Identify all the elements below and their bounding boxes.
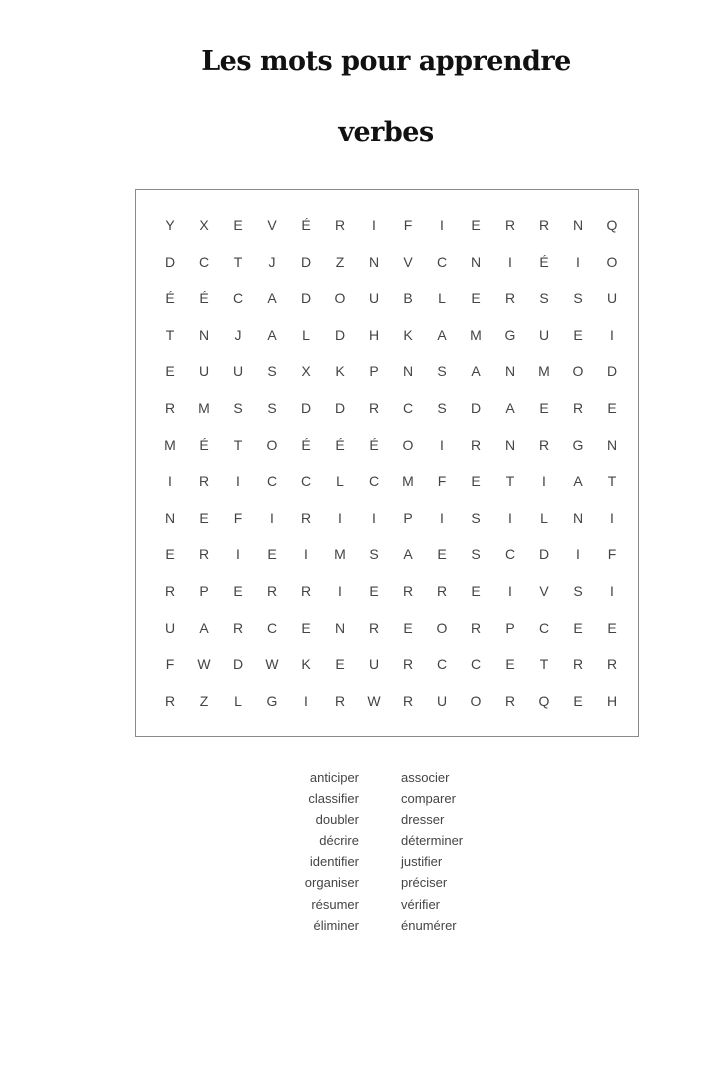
grid-letter[interactable]: E (471, 217, 481, 233)
grid-letter[interactable]: P (403, 509, 413, 526)
grid-letter[interactable]: C (470, 656, 482, 673)
grid-letter[interactable]: O (266, 436, 278, 453)
grid-letter[interactable]: C (436, 253, 448, 270)
grid-letter[interactable]: D (300, 290, 312, 307)
grid-letter[interactable]: E (539, 399, 549, 416)
grid-letter[interactable]: R (300, 509, 312, 526)
grid-letter[interactable]: R (164, 692, 176, 709)
grid-letter[interactable]: H (606, 692, 618, 709)
grid-letter[interactable]: E (471, 290, 481, 307)
grid-letter[interactable]: P (505, 619, 515, 636)
grid-letter[interactable]: R (470, 436, 482, 453)
grid-letter[interactable]: I (576, 253, 580, 270)
page-subtitle: verbes (338, 117, 434, 148)
grid-letter[interactable]: X (199, 217, 209, 233)
grid-letter[interactable]: R (504, 290, 516, 307)
word-list-item: associer (401, 770, 450, 785)
grid-letter[interactable]: C (402, 399, 414, 416)
grid-letter[interactable]: I (508, 509, 512, 526)
grid-letter[interactable]: A (267, 290, 277, 307)
grid-letter[interactable]: L (438, 290, 446, 307)
grid-letter[interactable]: R (402, 656, 414, 673)
grid-letter[interactable]: E (199, 509, 209, 526)
word-list-left (305, 767, 359, 936)
grid-letter[interactable]: E (403, 619, 413, 636)
grid-letter[interactable]: D (334, 326, 346, 343)
grid-letter[interactable]: S (267, 399, 277, 416)
grid-letter[interactable]: I (372, 217, 376, 233)
grid-letter[interactable]: R (334, 692, 346, 709)
grid-letter[interactable]: É (335, 436, 345, 453)
grid-letter[interactable]: J (234, 326, 242, 343)
grid-letter[interactable]: R (368, 399, 380, 416)
word-list-item: décrire (319, 833, 359, 849)
grid-letter[interactable]: T (233, 436, 243, 453)
grid-letter[interactable]: D (606, 363, 618, 380)
grid-letter[interactable]: D (334, 399, 346, 416)
grid-letter[interactable]: N (470, 253, 482, 270)
grid-letter[interactable]: E (301, 619, 311, 636)
grid-letter[interactable]: N (504, 363, 516, 380)
grid-letter[interactable]: T (539, 656, 549, 673)
grid-letter[interactable]: X (301, 363, 311, 380)
grid-letter[interactable]: I (440, 509, 444, 526)
grid-letter[interactable]: U (436, 692, 448, 709)
grid-letter[interactable]: R (198, 473, 210, 490)
grid-letter[interactable]: I (542, 473, 546, 490)
grid-letter[interactable]: D (300, 253, 312, 270)
grid-letter[interactable]: B (403, 290, 413, 307)
grid-letter[interactable]: L (302, 326, 310, 343)
grid-letter[interactable]: A (505, 399, 515, 416)
grid-letter[interactable]: I (440, 436, 444, 453)
grid-letter[interactable]: É (301, 436, 311, 453)
grid-letter[interactable]: S (233, 399, 243, 416)
grid-letter[interactable]: L (234, 692, 242, 709)
grid-letter[interactable]: U (606, 290, 618, 307)
letter-grid (153, 207, 629, 719)
grid-letter[interactable]: O (402, 436, 414, 453)
grid-letter[interactable]: G (266, 692, 278, 709)
grid-letter[interactable]: A (267, 326, 277, 343)
grid-letter[interactable]: C (198, 253, 210, 270)
word-list-item: préciser (401, 875, 448, 891)
grid-letter[interactable]: A (437, 326, 447, 343)
grid-letter[interactable]: I (338, 582, 342, 599)
grid-letter[interactable]: S (539, 290, 549, 307)
grid-letter[interactable]: R (538, 436, 550, 453)
grid-letter[interactable]: R (334, 217, 346, 233)
grid-letter[interactable]: T (505, 473, 515, 490)
grid-letter[interactable]: U (368, 290, 380, 307)
grid-letter[interactable]: D (164, 253, 176, 270)
word-list-item: énumérer (401, 917, 457, 933)
word-list-item: résumer (311, 896, 359, 912)
grid-letter[interactable]: D (300, 399, 312, 416)
grid-letter[interactable]: D (470, 399, 482, 416)
grid-letter[interactable]: W (367, 692, 381, 709)
grid-letter[interactable]: I (610, 326, 614, 343)
grid-letter[interactable]: S (573, 290, 583, 307)
grid-letter[interactable]: E (233, 582, 243, 599)
grid-letter[interactable]: R (572, 656, 584, 673)
grid-letter[interactable]: O (470, 692, 482, 709)
grid-letter[interactable]: Z (199, 692, 209, 709)
grid-letter[interactable]: S (437, 363, 447, 380)
grid-letter[interactable]: R (198, 546, 210, 563)
grid-letter[interactable]: U (368, 656, 380, 673)
grid-letter[interactable]: E (471, 582, 481, 599)
grid-letter[interactable]: Q (538, 692, 550, 709)
grid-letter[interactable]: M (198, 399, 210, 416)
grid-letter[interactable]: N (572, 217, 584, 233)
grid-letter[interactable]: U (538, 326, 550, 343)
grid-letter[interactable]: L (336, 473, 344, 490)
grid-letter[interactable]: R (538, 217, 550, 233)
grid-letter[interactable]: N (402, 363, 414, 380)
grid-letter[interactable]: R (368, 619, 380, 636)
grid-letter[interactable]: O (436, 619, 448, 636)
grid-letter[interactable]: O (334, 290, 346, 307)
grid-letter[interactable]: O (606, 253, 618, 270)
word-list-item: dresser (401, 812, 445, 828)
grid-letter[interactable]: F (233, 509, 243, 526)
grid-letter[interactable]: I (610, 582, 614, 599)
grid-letter[interactable]: N (572, 509, 584, 526)
word-list-item: déterminer (401, 833, 464, 849)
grid-letter[interactable]: O (572, 363, 584, 380)
grid-letter[interactable]: R (470, 619, 482, 636)
grid-letter[interactable]: F (165, 656, 175, 673)
grid-letter[interactable]: R (606, 656, 618, 673)
grid-letter[interactable]: C (266, 619, 278, 636)
grid-letter[interactable]: R (300, 582, 312, 599)
grid-letter[interactable]: W (265, 656, 279, 673)
word-list-item: organiser (304, 875, 359, 891)
grid-letter[interactable]: E (437, 546, 447, 563)
grid-letter[interactable]: S (573, 582, 583, 599)
grid-letter[interactable]: G (504, 326, 516, 343)
grid-letter[interactable]: S (267, 363, 277, 380)
grid-letter[interactable]: É (369, 436, 379, 453)
grid-letter[interactable]: É (165, 290, 175, 307)
grid-letter[interactable]: H (368, 326, 380, 343)
grid-letter[interactable]: N (334, 619, 346, 636)
grid-letter[interactable]: A (403, 546, 413, 563)
grid-letter[interactable]: C (538, 619, 550, 636)
grid-letter[interactable]: C (300, 473, 312, 490)
word-list-item: anticiper (309, 770, 359, 785)
grid-letter[interactable]: E (573, 692, 583, 709)
grid-letter[interactable]: K (403, 326, 413, 343)
grid-letter[interactable]: I (440, 217, 444, 233)
grid-letter[interactable]: V (267, 217, 277, 233)
grid-letter[interactable]: R (266, 582, 278, 599)
grid-letter[interactable]: T (607, 473, 617, 490)
grid-letter[interactable]: E (573, 619, 583, 636)
grid-letter[interactable]: S (471, 546, 481, 563)
grid-letter[interactable]: E (335, 656, 345, 673)
grid-letter[interactable]: I (508, 582, 512, 599)
grid-letter[interactable]: R (402, 692, 414, 709)
grid-letter[interactable]: R (402, 582, 414, 599)
word-list-right (401, 767, 463, 936)
grid-letter[interactable]: I (236, 473, 240, 490)
grid-letter[interactable]: V (403, 253, 413, 270)
grid-letter[interactable]: N (606, 436, 618, 453)
grid-letter[interactable]: S (369, 546, 379, 563)
grid-letter[interactable]: E (607, 399, 617, 416)
grid-letter[interactable]: U (164, 619, 176, 636)
grid-letter[interactable]: M (538, 363, 550, 380)
grid-letter[interactable]: I (168, 473, 172, 490)
grid-letter[interactable]: E (267, 546, 277, 563)
grid-letter[interactable]: E (471, 473, 481, 490)
grid-letter[interactable]: A (199, 619, 209, 636)
grid-letter[interactable]: E (607, 619, 617, 636)
grid-letter[interactable]: I (270, 509, 274, 526)
word-list-item: classifier (308, 791, 359, 807)
grid-letter[interactable]: N (164, 509, 176, 526)
grid-letter[interactable]: T (233, 253, 243, 270)
grid-letter[interactable]: I (508, 253, 512, 270)
grid-letter[interactable]: M (164, 436, 176, 453)
grid-letter[interactable]: I (372, 509, 376, 526)
grid-letter[interactable]: L (540, 509, 548, 526)
grid-letter[interactable]: C (436, 656, 448, 673)
grid-letter[interactable]: C (368, 473, 380, 490)
grid-letter[interactable]: R (164, 582, 176, 599)
page-title: Les mots pour apprendre (201, 46, 571, 77)
word-list-item: vérifier (401, 896, 441, 912)
grid-letter[interactable]: U (198, 363, 210, 380)
grid-letter[interactable]: C (504, 546, 516, 563)
grid-letter[interactable]: D (538, 546, 550, 563)
grid-letter[interactable]: I (576, 546, 580, 563)
grid-letter[interactable]: K (335, 363, 345, 380)
word-list-item: doubler (315, 812, 359, 828)
grid-letter[interactable]: K (301, 656, 311, 673)
grid-letter[interactable]: M (402, 473, 414, 490)
grid-letter[interactable]: E (505, 656, 515, 673)
grid-letter[interactable]: E (369, 582, 379, 599)
grid-letter[interactable]: É (539, 253, 549, 270)
grid-letter[interactable]: T (165, 326, 175, 343)
word-list-item: justifier (401, 854, 443, 870)
grid-letter[interactable]: G (572, 436, 584, 453)
grid-letter[interactable]: É (301, 217, 311, 233)
grid-letter[interactable]: N (368, 253, 380, 270)
grid-letter[interactable]: É (199, 436, 209, 453)
grid-letter[interactable]: I (610, 509, 614, 526)
grid-letter[interactable]: R (164, 399, 176, 416)
grid-letter[interactable]: F (437, 473, 447, 490)
grid-letter[interactable]: R (572, 399, 584, 416)
grid-letter[interactable]: E (165, 546, 175, 563)
grid-letter[interactable]: P (369, 363, 379, 380)
grid-letter[interactable]: P (199, 582, 209, 599)
grid-letter[interactable]: I (236, 546, 240, 563)
grid-letter[interactable]: F (607, 546, 617, 563)
grid-letter[interactable]: J (268, 253, 276, 270)
grid-letter[interactable]: M (334, 546, 346, 563)
word-search-puzzle (135, 189, 639, 737)
grid-letter[interactable]: R (436, 582, 448, 599)
grid-letter[interactable]: N (504, 436, 516, 453)
grid-letter[interactable]: R (504, 217, 516, 233)
grid-letter[interactable]: Y (165, 217, 175, 233)
grid-letter[interactable]: M (470, 326, 482, 343)
grid-letter[interactable]: V (539, 582, 549, 599)
grid-letter[interactable]: I (304, 546, 308, 563)
grid-letter[interactable]: N (198, 326, 210, 343)
grid-letter[interactable]: C (232, 290, 244, 307)
grid-letter[interactable]: É (199, 290, 209, 307)
grid-letter[interactable]: C (266, 473, 278, 490)
grid-letter[interactable]: D (232, 656, 244, 673)
grid-letter[interactable]: A (471, 363, 481, 380)
grid-letter[interactable]: U (232, 363, 244, 380)
grid-letter[interactable]: F (403, 217, 413, 233)
grid-letter[interactable]: S (437, 399, 447, 416)
grid-letter[interactable]: E (573, 326, 583, 343)
grid-letter[interactable]: Z (335, 253, 345, 270)
word-list-item: identifier (309, 854, 359, 870)
grid-letter[interactable]: E (165, 363, 175, 380)
grid-letter[interactable]: I (304, 692, 308, 709)
grid-letter[interactable]: A (573, 473, 583, 490)
grid-letter[interactable]: R (232, 619, 244, 636)
grid-letter[interactable]: R (504, 692, 516, 709)
grid-letter[interactable]: W (197, 656, 211, 673)
word-list-item: éliminer (313, 917, 359, 933)
grid-letter[interactable]: S (471, 509, 481, 526)
grid-letter[interactable]: Q (606, 217, 618, 233)
grid-letter[interactable]: E (233, 217, 243, 233)
grid-letter[interactable]: I (338, 509, 342, 526)
word-list-item: comparer (401, 791, 456, 807)
